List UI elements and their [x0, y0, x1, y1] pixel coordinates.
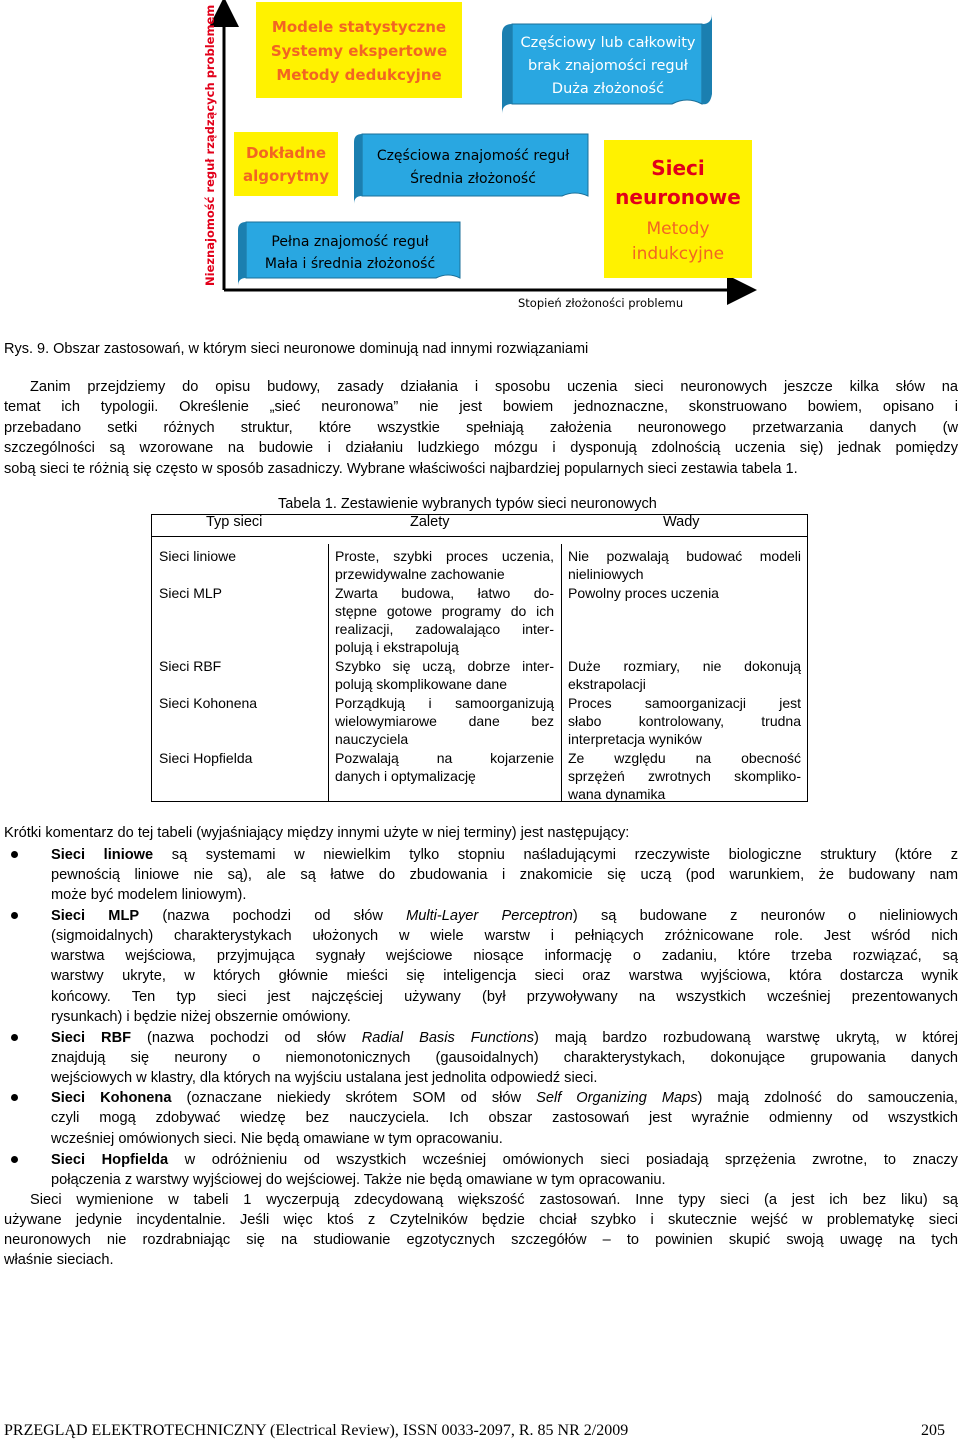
table-column-divider — [328, 544, 329, 802]
table-cell-cons: Powolny proces uczenia — [568, 585, 719, 601]
bullet-text: pewnością liniowe nie są), ale są łatwe do zbudowania i znakomicie się uczą (pod warunkiem, że budowany nam — [51, 867, 958, 883]
svg-text:Dokładne: Dokładne — [245, 144, 327, 162]
bullet-text: Sieci liniowe są systemami w niewielkim tylko stopniu naśladującymi rzeczywiste biologiczne struktury (które z — [51, 847, 959, 863]
closing-line-3: neuronowych nie rozdrabniając się na studiowanie egzotycznych szczegółów – to powinien skupić swoją uwagę na tych — [4, 1232, 958, 1248]
table-cell-pros: polują skomplikowane dane — [335, 676, 507, 692]
closing-line-1: Sieci wymienione w tabeli 1 wyczerpują zdecydowaną większość zastosowań. Inne typy sieci (a jest ich bez liku) są — [30, 1192, 958, 1208]
svg-text:neuronowe: neuronowe — [615, 185, 741, 209]
svg-text:Średnia złożoność: Średnia złożoność — [410, 171, 536, 187]
table-header-pros: Zalety — [410, 514, 450, 530]
bullet-text: (sigmoidalnych) charakterystykach ułożonych w wiele warstw i pełniących zróżnicowane role. Jest wśród nich — [51, 928, 958, 944]
table-cell-cons: interpretacja wyników — [568, 731, 702, 747]
table-caption: Tabela 1. Zestawienie wybranych typów sieci neuronowych — [278, 496, 657, 512]
table-cell-cons: wana dynamika — [568, 786, 666, 802]
table-header-rule — [151, 536, 808, 537]
x-axis-label: Stopień złożoności problemu — [518, 296, 684, 310]
scroll-partial-lack-of-rules — [502, 14, 712, 114]
bullet-text: może być modelem liniowym). — [51, 887, 247, 903]
bullet-text: czyli mogą zdobywać wiedzę bez nauczyciela. Ich obszar zastosowań jest wyraźnie odmienny od wszystkich — [51, 1110, 958, 1126]
page-number: 205 — [921, 1422, 945, 1439]
bullet-text: Sieci Kohonena (oznaczane niekiedy skrótem SOM od słów Self Organizing Maps) mają zdolność do samouczenia, — [51, 1090, 958, 1106]
box-exact-algorithms — [234, 132, 338, 196]
svg-text:Duża złożoność: Duża złożoność — [551, 81, 665, 97]
bullet-icon — [11, 912, 18, 919]
intro-line-4: szczególności są wzorowane na budowie i działaniu ludzkiego mózgu i dysponują zdolnością uczenia się) jednak pomiędzy — [4, 440, 958, 456]
scroll-partial-rule-knowledge — [354, 134, 588, 204]
bullet-text: Sieci RBF (nazwa pochodzi od słów Radial Basis Functions) mają bardzo rozbudowaną warstwę ukrytą, w której — [51, 1030, 958, 1046]
svg-text:indukcyjne: indukcyjne — [631, 244, 725, 264]
y-axis-label: Nieznajomość reguł rządzących problemem — [203, 4, 217, 286]
bullet-text: połączenia z warstwy wyjściowej do wejściowej. Także nie będą omawiane w tym opracowaniu. — [51, 1172, 666, 1188]
intro-line-2: temat ich typologii. Określenie „sieć neuronowa” nie jest bowiem jednoznaczne, skonstruowano bowiem, opisano i — [4, 399, 958, 415]
bullet-text: końcowy. Ten typ sieci jest najczęściej używany (był przywoływany na wszystkich wcześniej prezentowanych — [51, 989, 958, 1005]
bullet-text: Sieci Hopfielda w odróżnieniu od wszystkich wcześniej omówionych sieci posiadają sprzężenia zwrotne, to znaczy — [51, 1152, 958, 1168]
box-neural-networks — [604, 140, 752, 278]
table-cell-pros: Zwarta budowa, łatwo do- — [335, 585, 554, 601]
figure — [190, 0, 760, 316]
bullet-text: wejściowych w klastry, dla których na wyjściu ustalana jest jednolita odpowiedź sieci. — [51, 1070, 598, 1086]
table-cell-type: Sieci RBF — [159, 658, 222, 674]
table-cell-type: Sieci Hopfielda — [159, 750, 253, 766]
svg-text:brak znajomości reguł: brak znajomości reguł — [528, 58, 688, 74]
bullet-text: Sieci MLP (nazwa pochodzi od słów Multi-Layer Perceptron) są budowane z neuronów o nieliniowych — [51, 908, 958, 924]
table-cell-pros: realizacji, zadowalająco inter- — [335, 621, 554, 637]
bullet-icon — [11, 1094, 18, 1101]
svg-text:Pełna znajomość reguł: Pełna znajomość reguł — [271, 234, 429, 250]
intro-line-1: Zanim przejdziemy do opisu budowy, zasady działania i sposobu uczenia sieci neuronowych jeszcze kilka słów na — [30, 379, 958, 395]
svg-text:algorytmy: algorytmy — [242, 167, 330, 185]
table-cell-type: Sieci MLP — [159, 585, 223, 601]
table-header-cons: Wady — [663, 514, 700, 530]
table-cell-cons: Duże rozmiary, nie dokonują — [568, 658, 801, 674]
table-cell-pros: Pozwalają na kojarzenie — [335, 750, 554, 766]
bullet-text: wcześniej omówionych sieci. Nie będą omawiane w tym opracowaniu. — [51, 1131, 503, 1147]
table-cell-type: Sieci liniowe — [159, 548, 237, 564]
table-cell-pros: polują i ekstrapolują — [335, 639, 459, 655]
application-area-diagram — [190, 0, 760, 316]
svg-text:Mała i średnia złożoność: Mała i średnia złożoność — [264, 256, 436, 272]
closing-line-4: właśnie sieciach. — [4, 1252, 114, 1268]
table-cell-cons: słabo kontrolowany, trudna — [568, 713, 801, 729]
table-cell-pros: Porządkują i samoorganizują — [335, 695, 554, 711]
journal-footer: PRZEGLĄD ELEKTROTECHNICZNY (Electrical Review), ISSN 0033-2097, R. 85 NR 2/2009 — [4, 1422, 629, 1439]
table-cell-cons: sprzężeń zwrotnych skompliko- — [568, 768, 801, 784]
box-statistical-models — [256, 2, 462, 98]
table-cell-pros: Proste, szybki proces uczenia, — [335, 548, 554, 564]
svg-text:Metody dedukcyjne: Metody dedukcyjne — [276, 66, 442, 84]
bullet-text: warstwy ukryte, w których głównie mieści się inteligencja sieci oraz warstwa wyjściowa, która dostarcza wynik — [51, 968, 958, 984]
table-cell-cons: ekstrapolacji — [568, 676, 646, 692]
bullet-text: warstwa wejściowa, przyjmująca sygnały wejściowe niosące informację o zadaniu, które trzeba rozwiązać, są — [51, 948, 958, 964]
table-cell-pros: Szybko się uczą, dobrze inter- — [335, 658, 554, 674]
table-cell-pros: stępne gotowe programy do ich — [335, 603, 554, 619]
intro-line-3: przebadano setki różnych struktur, które wszystkie spełniają założenia neuronowego przetwarzania danych (w — [4, 420, 958, 436]
table-cell-cons: Proces samoorganizacji jest — [568, 695, 801, 711]
figure-caption: Rys. 9. Obszar zastosowań, w którym sieci neuronowe dominują nad innymi rozwiązaniami — [4, 341, 589, 357]
table-cell-type: Sieci Kohonena — [159, 695, 258, 711]
svg-text:Metody: Metody — [646, 219, 710, 239]
table-cell-cons: nieliniowych — [568, 566, 644, 582]
closing-line-2: używane jedynie incydentalnie. Jeśli więc ktoś z Czytelników będzie chciał szybko i skutecznie wejść w problematykę sieci — [4, 1212, 958, 1228]
bullet-icon — [11, 1034, 18, 1041]
svg-text:Modele statystyczne: Modele statystyczne — [271, 18, 447, 36]
bullet-icon — [11, 1156, 18, 1163]
table-cell-cons: Ze względu na obecność — [568, 750, 801, 766]
table-column-divider — [561, 544, 562, 802]
table-cell-pros: wielowymiarowe dane bez — [335, 713, 554, 729]
svg-text:Częściowy lub całkowity: Częściowy lub całkowity — [520, 35, 696, 51]
table-cell-pros: przewidywalne zachowanie — [335, 566, 505, 582]
comment-intro: Krótki komentarz do tej tabeli (wyjaśniający między innymi użyte w niej terminy) jest następujący: — [4, 825, 630, 841]
intro-line-5: sobą sieci te różnią się często w sposób zasadniczy. Wybrane właściwości najbardziej popularnych sieci zestawia tabela 1. — [4, 461, 798, 477]
bullet-text: znajdują się neurony o niemonotonicznych (gausoidalnych) charakterystykach, dokonujące grupowania danych — [51, 1050, 958, 1066]
scroll-full-rule-knowledge — [238, 222, 460, 286]
svg-text:Sieci: Sieci — [651, 156, 705, 180]
table-header-type: Typ sieci — [206, 514, 263, 530]
svg-text:Systemy ekspertowe: Systemy ekspertowe — [270, 42, 448, 60]
table-cell-pros: nauczyciela — [335, 731, 409, 747]
table-cell-pros: danych i optymalizację — [335, 768, 476, 784]
bullet-icon — [11, 851, 18, 858]
bullet-text: rysunkach) i będzie niżej obszernie omówiony. — [51, 1009, 351, 1025]
table-cell-cons: Nie pozwalają budować modeli — [568, 548, 801, 564]
svg-text:Częściowa znajomość reguł: Częściowa znajomość reguł — [376, 148, 570, 164]
